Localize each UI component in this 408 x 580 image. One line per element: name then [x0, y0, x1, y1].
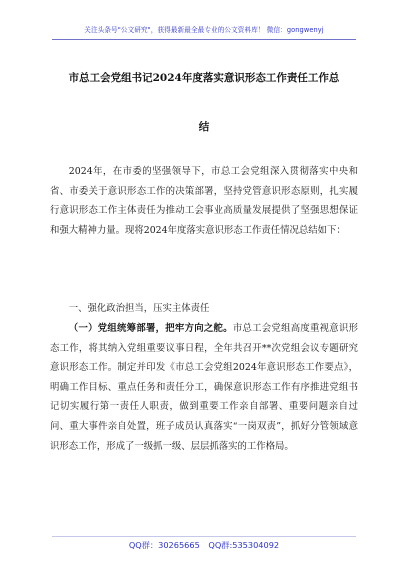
document-title-line-2: 结 — [198, 121, 210, 133]
intro-paragraph: 2024年，在市委的坚强领导下，市总工会党组深入贯彻落实中央和省、市委关于意识形态工作的决策部署，坚持党管意识形态原则，扎实履行意识形态工作主体责任为推动工会事业高质量发展提供了坚强思想保证和强大精神力量。现将2024年度落实意识形态工作责任情况总结如下： — [50, 166, 358, 236]
subsection-1-paragraph — [50, 319, 358, 456]
footer-qq-group-1: QQ群：30265665 — [128, 540, 200, 550]
footer-divider — [52, 536, 356, 537]
footer — [0, 540, 408, 551]
header-divider — [52, 39, 356, 40]
subsection-1-body: 市总工会党组高度重视意识形态工作，将其纳入党组重要议事日程，全年共召开**次党组会议专题研究意识形态工作。制定并印发《市总工会党组2024年意识形态工作要点》，明确工作目标、重点任务和责任分工，确保意识形态工作有序推进党组书记切实履行第一责任人职责，做到重要工作亲自部署、重要问题亲自过问、重大事件亲自处置，班子成员认真落实“一岗双责”，抓好分管领域意识形态工作，形成了一级抓一级、层层抓落实的工作格局。 — [50, 323, 358, 452]
section-1-heading: 一、强化政治担当，压实主体责任 — [68, 303, 210, 314]
header-banner: 关注头条号"公文研究"，获得最新最全最专业的公文资料库！ 微信：gongwenyj — [84, 26, 324, 34]
document-title-line-1: 市总工会党组书记2024年度落实意识形态工作责任工作总 — [68, 72, 340, 84]
subsection-1-heading: （一）党组统筹部署，把牢方向之舵。 — [68, 323, 233, 334]
footer-qq-group-2: QQ群:535304092 — [208, 540, 280, 550]
